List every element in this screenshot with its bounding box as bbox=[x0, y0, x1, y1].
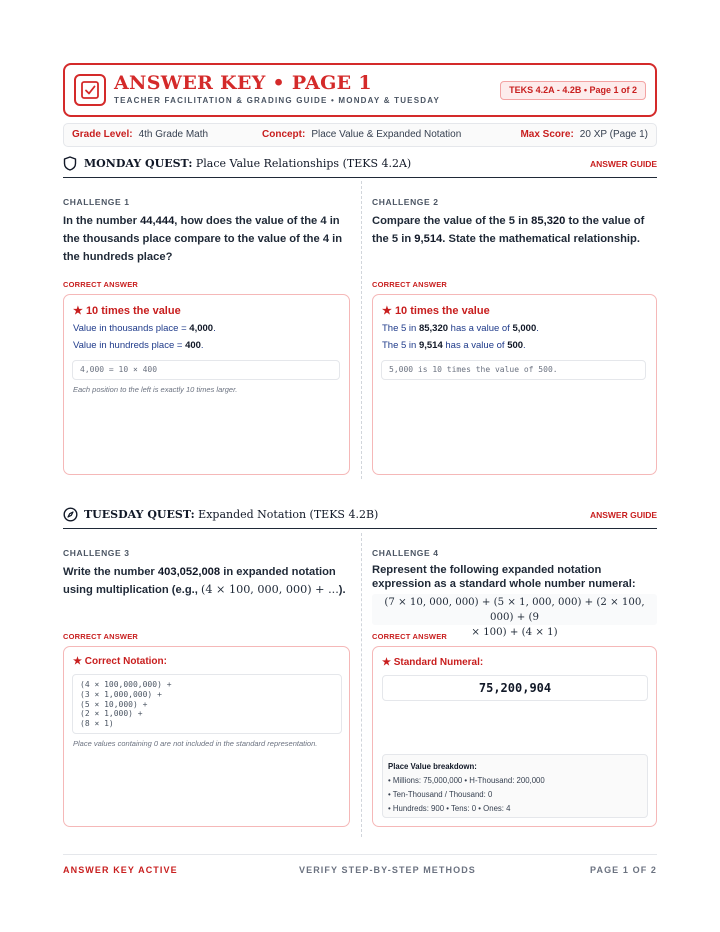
breakdown-line: • Ten-Thousand / Thousand: 0 bbox=[388, 790, 493, 799]
answer-title: ★ 10 times the value bbox=[382, 305, 490, 317]
column-divider bbox=[361, 533, 362, 837]
footer-page-number: PAGE 1 OF 2 bbox=[590, 865, 657, 875]
correct-answer-label: CORRECT ANSWER bbox=[63, 280, 139, 289]
grade-level bbox=[72, 124, 208, 146]
answer-note: Each position to the left is exactly 10 times larger. bbox=[73, 385, 238, 394]
notation-box bbox=[72, 674, 342, 734]
challenge-4-question: Represent the following expanded notation expression as a standard whole number numeral: bbox=[372, 564, 636, 590]
breakdown-line: • Millions: 75,000,000 • H-Thousand: 200,000 bbox=[388, 776, 545, 785]
notation-line: (8 × 1) bbox=[80, 719, 114, 729]
star-icon: ★ bbox=[382, 657, 391, 668]
expression-line: (7 × 10, 000, 000) + (5 × 1, 000, 000) + (2 × 100, 000) + (9 bbox=[384, 597, 645, 623]
notation-line: (4 × 100,000,000) + bbox=[80, 680, 172, 689]
page-header bbox=[63, 63, 657, 117]
challenge-2-answer bbox=[372, 294, 657, 475]
breakdown-title: Place Value breakdown: bbox=[388, 762, 477, 771]
notation-line: (3 × 1,000,000) + bbox=[80, 689, 162, 699]
notation-line: (5 × 10,000) + bbox=[80, 699, 148, 709]
expression-line: × 100) + (4 × 1) bbox=[471, 627, 558, 638]
answer-line-2: Value in hundreds place = 400. bbox=[73, 340, 204, 351]
place-value-breakdown bbox=[382, 754, 648, 818]
breakdown-line: • Hundreds: 900 • Tens: 0 • Ones: 4 bbox=[388, 804, 511, 813]
challenge-label: CHALLENGE 1 bbox=[63, 197, 130, 207]
compass-icon bbox=[63, 507, 78, 527]
answer-note: Place values containing 0 are not included in the standard representation. bbox=[73, 739, 318, 748]
challenge-3-question: Write the number 403,052,008 in expanded notation using multiplication (e.g., (4 × 100, 000, 000) + ...). bbox=[63, 566, 346, 596]
score-value: 20 XP (Page 1) bbox=[579, 129, 648, 140]
challenge-1 bbox=[63, 197, 347, 207]
challenge-3-answer bbox=[63, 646, 350, 827]
star-icon: ★ bbox=[73, 305, 83, 317]
answer-line-1: Value in thousands place = 4,000. bbox=[73, 323, 216, 334]
footer-message: VERIFY STEP-BY-STEP METHODS bbox=[299, 865, 476, 875]
challenge-label: CHALLENGE 4 bbox=[372, 548, 439, 558]
column-divider bbox=[361, 181, 362, 479]
challenge-label: CHALLENGE 3 bbox=[63, 548, 130, 558]
star-icon: ★ bbox=[382, 305, 392, 317]
concept bbox=[262, 124, 461, 146]
answer-title: ★ Standard Numeral: bbox=[382, 657, 484, 668]
info-bar bbox=[63, 123, 657, 147]
score-label: Max Score: bbox=[520, 129, 574, 140]
challenge-3 bbox=[63, 548, 347, 558]
correct-answer-label: CORRECT ANSWER bbox=[372, 280, 448, 289]
challenge-1-question: In the number 44,444, how does the value of the 4 in the thousands place compare to the value of the 4 in the hundreds place? bbox=[63, 215, 343, 263]
star-icon: ★ bbox=[73, 656, 82, 667]
answer-title: ★ Correct Notation: bbox=[73, 656, 167, 667]
monday-answer-guide: ANSWER GUIDE bbox=[589, 159, 657, 169]
answer-line-1: The 5 in 85,320 has a value of 5,000. bbox=[382, 323, 539, 334]
challenge-label: CHALLENGE 2 bbox=[372, 197, 439, 207]
monday-title: MONDAY QUEST: Place Value Relationships (TEKS 4.2A) bbox=[84, 157, 412, 170]
concept-value: Place Value & Expanded Notation bbox=[311, 129, 462, 140]
answer-title: ★ 10 times the value bbox=[73, 305, 181, 317]
challenge-4 bbox=[372, 548, 656, 558]
notation-line: (2 × 1,000) + bbox=[80, 709, 143, 719]
page-title: ANSWER KEY • PAGE 1 bbox=[114, 72, 372, 94]
answer-line-2: The 5 in 9,514 has a value of 500. bbox=[382, 340, 526, 351]
teks-badge: TEKS 4.2A - 4.2B • Page 1 of 2 bbox=[500, 81, 646, 100]
grade-value: 4th Grade Math bbox=[138, 129, 209, 140]
challenge-2-question: Compare the value of the 5 in 85,320 to the value of the 5 in 9,514. State the mathematical relationship. bbox=[372, 215, 645, 245]
equation-box: 5,000 is 10 times the value of 500. bbox=[381, 360, 646, 380]
grade-label: Grade Level: bbox=[72, 129, 133, 140]
tuesday-title: TUESDAY QUEST: Expanded Notation (TEKS 4.2B) bbox=[84, 508, 379, 521]
page-footer bbox=[63, 854, 657, 883]
concept-label: Concept: bbox=[262, 129, 306, 140]
challenge-2 bbox=[372, 197, 656, 207]
tuesday-section-header bbox=[63, 503, 657, 529]
footer-status: ANSWER KEY ACTIVE bbox=[63, 865, 178, 875]
shield-icon bbox=[63, 156, 77, 176]
standard-numeral: 75,200,904 bbox=[382, 675, 648, 701]
answer-key-page bbox=[63, 63, 657, 883]
max-score bbox=[520, 124, 648, 146]
challenge-4-answer bbox=[372, 646, 657, 827]
equation-box: 4,000 = 10 × 400 bbox=[72, 360, 340, 380]
correct-answer-label: CORRECT ANSWER bbox=[372, 632, 448, 641]
monday-section-header bbox=[63, 152, 657, 178]
tuesday-answer-guide: ANSWER GUIDE bbox=[589, 510, 657, 520]
correct-answer-label: CORRECT ANSWER bbox=[63, 632, 139, 641]
challenge-1-answer bbox=[63, 294, 350, 475]
page-subtitle: TEACHER FACILITATION & GRADING GUIDE • MONDAY & TUESDAY bbox=[114, 96, 441, 105]
checkbox-icon bbox=[74, 74, 106, 106]
